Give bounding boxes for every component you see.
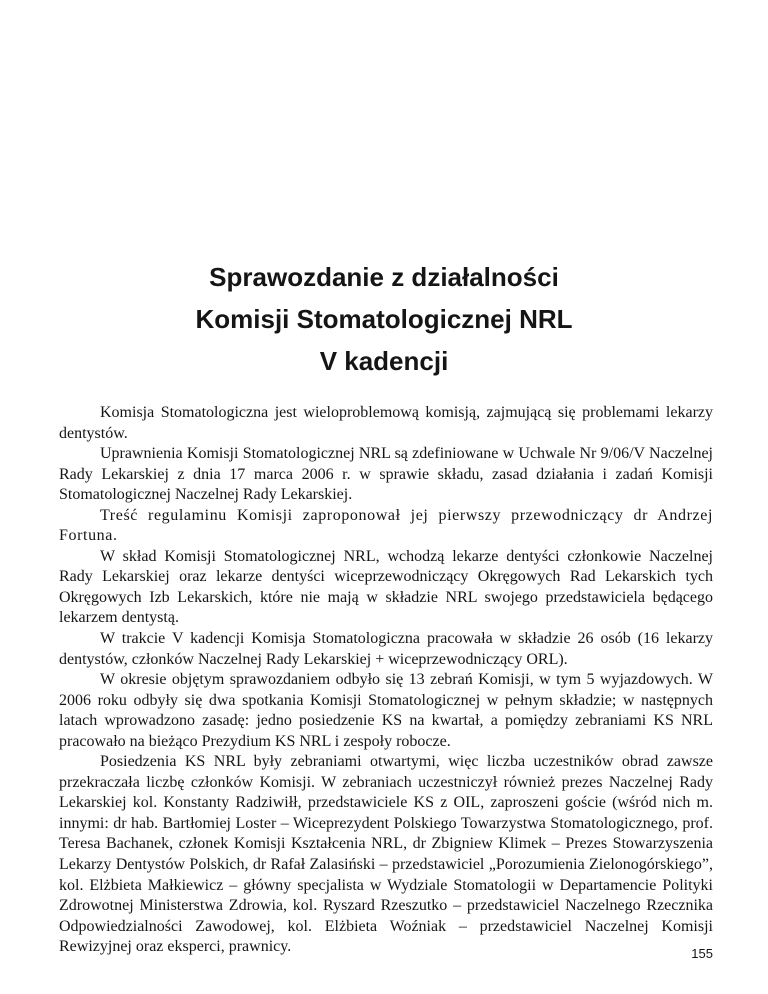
title-line-1: Sprawozdanie z działalności bbox=[209, 262, 559, 292]
paragraph-3: Treść regulaminu Komisji zaproponował jej pierwszy przewodniczący dr Andrzej Fortuna. bbox=[59, 506, 713, 545]
paragraph-4: W skład Komisji Stomatologicznej NRL, wchodzą lekarze dentyści członkowie Naczelnej Rady Lekarskiej oraz lekarze dentyści wiceprzewodniczący Okręgowych Rad Lekarskich tych Okręgowych Izb Lekarskich, które nie mają w składzie NRL swojego przedstawiciela będącego lekarzem dentystą. bbox=[59, 547, 713, 627]
paragraph-2: Uprawnienia Komisji Stomatologicznej NRL są zdefiniowane w Uchwale Nr 9/06/V Naczelnej Rady Lekarskiej z dnia 17 marca 2006 r. w sprawie składu, zasad działania i zadań Komisji Stomatologicznej Naczelnej Rady Lekarskiej. bbox=[59, 445, 713, 504]
paragraph-7: Posiedzenia KS NRL były zebraniami otwartymi, więc liczba uczestników obrad zawsze przekraczała liczbę członków Komisji. W zebraniach uczestniczył również prezes Naczelnej Rady Lekarskiej kol. Konstanty Radziwiłł, przedstawiciele KS z OIL, zaproszeni goście (wśród nich m. innymi: dr hab. Bartłomiej Loster – Wiceprezydent Polskiego Towarzystwa Stomatologicznego, prof. Teresa Bachanek, członek Komisji Kształcenia NRL, dr Zbigniew Klimek – Prezes Stowarzyszenia Lekarzy Dentystów Polskich, dr Rafał Zalasiński – przedstawiciel „Porozumienia Zielonogórskiego”, kol. Elżbieta Małkiewicz – główny specjalista w Wydziale Stomatologii w Departamencie Polityki Zdrowotnej Ministerstwa Zdrowia, kol. Ryszard Rzeszutko – przedstawiciel Naczelnego Rzecznika Odpowiedzialności Zawodowej, kol. Elżbieta Woźniak – przedstawiciel Naczelnej Komisji Rewizyjnej oraz eksperci, prawnicy. bbox=[59, 753, 713, 956]
document-title bbox=[0, 256, 768, 382]
document-body bbox=[59, 403, 713, 958]
title-line-3: V kadencji bbox=[319, 346, 449, 376]
title-line-2: Komisji Stomatologicznej NRL bbox=[195, 304, 573, 334]
paragraph-5: W trakcie V kadencji Komisja Stomatologiczna pracowała w składzie 26 osób (16 lekarzy dentystów, członków Naczelnej Rady Lekarskiej + wiceprzewodniczący ORL). bbox=[59, 630, 713, 668]
paragraph-6: W okresie objętym sprawozdaniem odbyło się 13 zebrań Komisji, w tym 5 wyjazdowych. W 2006 roku odbyły się dwa spotkania Komisji Stomatologicznej w pełnym składzie; w następnych latach wprowadzono zasadę: jedno posiedzenie KS na kwartał, a pomiędzy zebraniami KS NRL pracowało na bieżąco Prezydium KS NRL i zespoły robocze. bbox=[59, 671, 713, 750]
paragraph-1: Komisja Stomatologiczna jest wieloproblemową komisją, zajmującą się problemami lekarzy dentystów. bbox=[59, 404, 713, 442]
page-number: 155 bbox=[691, 946, 713, 961]
